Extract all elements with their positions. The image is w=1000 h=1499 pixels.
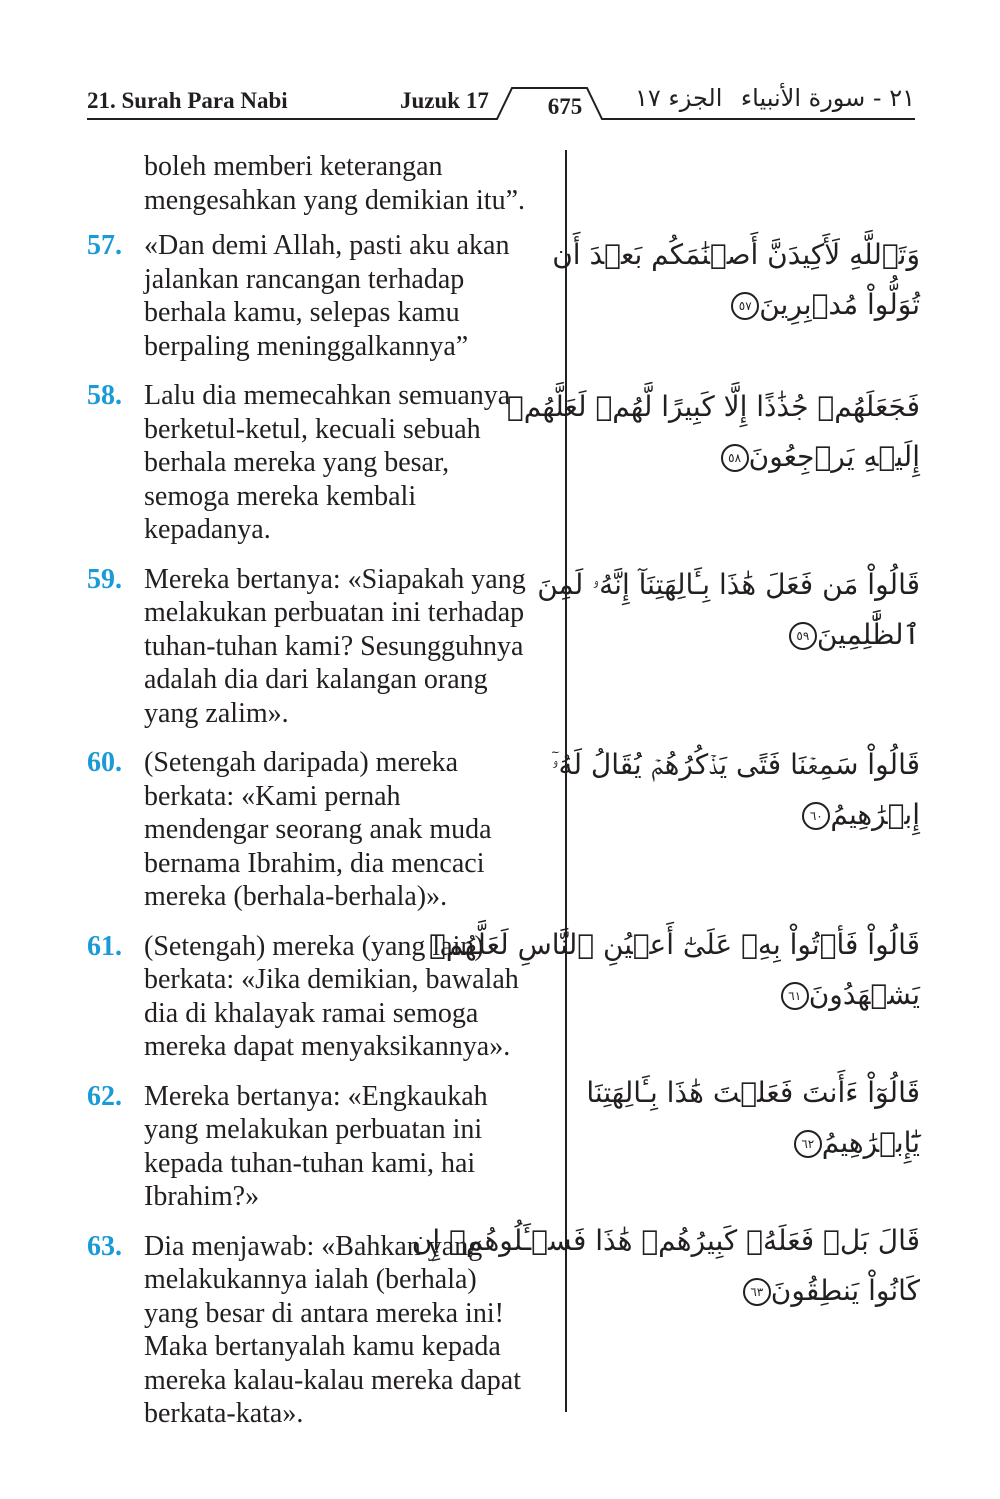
arabic-text: ٱلظَّٰلِمِينَ xyxy=(816,618,920,651)
continuation-text xyxy=(87,150,557,217)
arabic-line-end xyxy=(590,1118,920,1168)
arabic-text: إِبۡرَٰهِيمُ xyxy=(830,798,920,831)
text-line: mereka dapat menyaksikannya». xyxy=(144,1031,511,1062)
text-line: Lalu dia memecahkan semuanya xyxy=(144,380,511,411)
arabic-line-end xyxy=(590,970,920,1020)
arabic-verse-62 xyxy=(586,1068,920,1168)
ayah-marker-icon: ٦٣ xyxy=(743,1278,771,1306)
arabic-text: تُوَلُّواْ مُدۡبِرِينَ xyxy=(759,288,920,321)
text-line: jalankan rancangan terhadap xyxy=(144,263,465,295)
arabic-line: قَالُوٓاْ ءَأَنتَ فَعَلۡتَ هَٰذَا بِـَٔالِهَتِنَا xyxy=(586,1076,920,1109)
arabic-text: إِلَيۡهِ يَرۡجِعُونَ xyxy=(748,440,920,473)
text-line: boleh memberi keterangan xyxy=(144,151,443,182)
arabic-verse-59 xyxy=(537,560,920,660)
text-line: «Dan demi Allah, pasti aku akan xyxy=(144,230,510,261)
verse-62 xyxy=(87,1080,557,1214)
text-line: Mereka bertanya: «Siapakah yang xyxy=(144,563,526,595)
verse-number: 57. xyxy=(87,230,122,261)
arabic-verse-58 xyxy=(506,382,920,482)
text-line: Maka bertanyalah kamu kepada xyxy=(144,1331,501,1362)
text-line: kepada tuhan-tuhan kami, hai xyxy=(144,1147,476,1179)
text-line: adalah dia dari kalangan orang xyxy=(144,664,488,695)
juz-label-arabic: الجزء ١٧ xyxy=(635,84,723,112)
text-line: berkata: «Jika demikian, bawalah xyxy=(144,964,519,995)
text-line: kepadanya. xyxy=(144,514,271,545)
juz-label: Juzuk 17 xyxy=(400,88,489,113)
text-line: bernama Ibrahim, dia mencaci xyxy=(144,847,485,879)
arabic-line: قَالُواْ سَمِعۡنَا فَتًى يَذۡكُرُهُمۡ يُقَالُ لَهُۥٓ xyxy=(551,748,920,781)
text-line: yang besar di antara mereka ini! xyxy=(144,1297,504,1329)
arabic-verse-61 xyxy=(429,920,920,1020)
arabic-line-end xyxy=(590,280,920,330)
verse-number: 63. xyxy=(87,1230,122,1262)
text-line: Mereka bertanya: «Engkaukah xyxy=(144,1080,488,1112)
text-line: (Setengah) mereka (yang lain) xyxy=(144,930,484,962)
arabic-line-end xyxy=(590,432,920,482)
arabic-verse-60 xyxy=(551,740,920,840)
text-line: (Setengah daripada) mereka xyxy=(144,747,459,778)
ayah-marker-icon: ٦٢ xyxy=(794,1130,822,1158)
text-line: mendengar seorang anak muda xyxy=(144,814,492,845)
text-line: berkata: «Kami pernah xyxy=(144,780,401,812)
text-line: mengesahkan yang demikian itu”. xyxy=(144,184,525,216)
ayah-marker-icon: ٥٨ xyxy=(721,444,749,472)
verse-57 xyxy=(87,229,557,363)
text-line: yang melakukan perbuatan ini xyxy=(144,1114,483,1145)
surah-title: 21. Surah Para Nabi xyxy=(87,88,288,113)
text-line: berpaling meninggalkannya” xyxy=(144,330,469,362)
verse-number: 62. xyxy=(87,1080,122,1112)
text-line: Ibrahim?» xyxy=(144,1181,260,1212)
verse-number: 60. xyxy=(87,747,122,778)
ayah-marker-icon: ٥٧ xyxy=(731,292,759,320)
text-line: semoga mereka kembali xyxy=(144,480,417,512)
text-line: mereka kalau-kalau mereka dapat xyxy=(144,1364,522,1396)
arabic-line-end xyxy=(590,610,920,660)
ayah-marker-icon: ٦١ xyxy=(781,982,809,1010)
text-line: yang zalim». xyxy=(144,697,289,729)
text-line: Dia menjawab: «Bahkan yang xyxy=(144,1230,483,1262)
arabic-line: قَالَ بَلۡ فَعَلَهُۥ كَبِيرُهُمۡ هَٰذَا فَسۡـَٔلُوهُمۡ إِن xyxy=(411,1224,920,1257)
text-line: tuhan-tuhan kami? Sesungguhnya xyxy=(144,630,524,662)
verse-58 xyxy=(87,379,557,547)
surah-title-arabic: ٢١ - سورة الأنبياء xyxy=(740,84,915,112)
verse-60 xyxy=(87,746,557,914)
arabic-line: قَالُواْ فَأۡتُواْ بِهِۦ عَلَىٰٓ أَعۡيُنِ ٱلنَّاسِ لَعَلَّهُمۡ xyxy=(429,928,920,961)
arabic-verse-63 xyxy=(411,1216,920,1316)
text-line: melakukan perbuatan ini terhadap xyxy=(144,597,525,628)
text-line: berhala kamu, selepas kamu xyxy=(144,297,460,328)
arabic-line: قَالُواْ مَن فَعَلَ هَٰذَا بِـَٔالِهَتِنَآ إِنَّهُۥ لَمِنَ xyxy=(537,568,920,601)
arabic-text: يَشۡهَدُونَ xyxy=(808,978,920,1011)
arabic-line-end xyxy=(590,1266,920,1316)
text-line: berhala mereka yang besar, xyxy=(144,447,450,478)
text-line: melakukannya ialah (berhala) xyxy=(144,1264,477,1295)
arabic-verse-57 xyxy=(552,230,920,330)
verse-number: 58. xyxy=(87,380,122,411)
arabic-text: يَٰٓإِبۡرَٰهِيمُ xyxy=(821,1126,920,1159)
arabic-line-end xyxy=(590,790,920,840)
page-header xyxy=(87,82,915,122)
arabic-line: وَتَٱللَّهِ لَأَكِيدَنَّ أَصۡنَٰمَكُم بَعۡدَ أَن xyxy=(552,238,920,271)
text-line: berketul-ketul, kecuali sebuah xyxy=(144,413,481,445)
ayah-marker-icon: ٥٩ xyxy=(789,622,817,650)
arabic-line: فَجَعَلَهُمۡ جُذَٰذًا إِلَّا كَبِيرًا لَّهُمۡ لَعَلَّهُمۡ xyxy=(506,390,920,423)
verse-59 xyxy=(87,563,557,731)
verse-number: 59. xyxy=(87,563,122,595)
text-line: mereka (berhala-berhala)». xyxy=(144,881,448,912)
arabic-text: كَانُواْ يَنطِقُونَ xyxy=(770,1274,920,1307)
verse-number: 61. xyxy=(87,930,122,962)
text-line: berkata-kata». xyxy=(144,1398,304,1429)
page-number: 675 xyxy=(547,94,583,119)
text-line: dia di khalayak ramai semoga xyxy=(144,997,479,1029)
ayah-marker-icon: ٦٠ xyxy=(802,802,830,830)
